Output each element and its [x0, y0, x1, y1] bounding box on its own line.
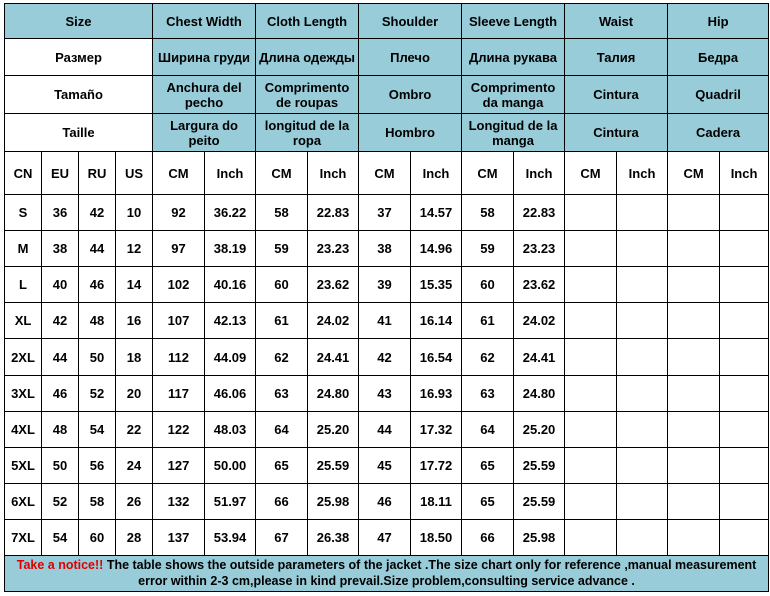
size-code-cell: 20: [116, 375, 153, 411]
measurement-cell: [617, 303, 668, 339]
measure-header-cell: Comprimento de roupas: [256, 76, 359, 114]
size-header-cell: Taille: [5, 114, 153, 152]
measurement-cell: 44.09: [205, 339, 256, 375]
measurement-cell: [720, 339, 769, 375]
measurement-cell: 107: [153, 303, 205, 339]
size-code-cell: 4XL: [5, 411, 42, 447]
table-row: [5, 483, 769, 519]
measurement-cell: 51.97: [205, 483, 256, 519]
measurement-cell: [720, 483, 769, 519]
measurement-cell: [565, 231, 617, 267]
measurement-cell: 38: [359, 231, 411, 267]
column-label: Inch: [617, 152, 668, 195]
measure-header-cell: Плечо: [359, 39, 462, 76]
measurement-cell: 38.19: [205, 231, 256, 267]
measure-header-cell: Sleeve Length: [462, 4, 565, 39]
measurement-cell: 17.72: [411, 447, 462, 483]
table-row: [5, 339, 769, 375]
table-row: [5, 519, 769, 555]
measurement-cell: 61: [462, 303, 514, 339]
measurement-cell: 127: [153, 447, 205, 483]
measure-header-cell: longitud de la ropa: [256, 114, 359, 152]
measure-header-cell: Anchura del pecho: [153, 76, 256, 114]
measurement-cell: 26.38: [308, 519, 359, 555]
measurement-cell: [668, 267, 720, 303]
measurement-cell: [565, 519, 617, 555]
size-chart-body: [5, 4, 769, 592]
size-code-cell: 58: [79, 483, 116, 519]
measurement-cell: 23.23: [308, 231, 359, 267]
measurement-cell: 137: [153, 519, 205, 555]
measure-header-cell: Ширина груди: [153, 39, 256, 76]
measurement-cell: 60: [256, 267, 308, 303]
column-label: Inch: [411, 152, 462, 195]
size-code-cell: 52: [42, 483, 79, 519]
size-header-cell: Размер: [5, 39, 153, 76]
size-code-cell: 48: [42, 411, 79, 447]
measurement-cell: 46: [359, 483, 411, 519]
measurement-cell: [565, 303, 617, 339]
size-code-cell: 28: [116, 519, 153, 555]
column-label: CM: [256, 152, 308, 195]
measurement-cell: 66: [256, 483, 308, 519]
measurement-cell: 22.83: [514, 195, 565, 231]
measurement-cell: 60: [462, 267, 514, 303]
measurement-cell: 112: [153, 339, 205, 375]
column-label: US: [116, 152, 153, 195]
measurement-cell: [617, 339, 668, 375]
size-code-cell: 5XL: [5, 447, 42, 483]
measurement-cell: 53.94: [205, 519, 256, 555]
measurement-cell: 97: [153, 231, 205, 267]
measurement-cell: 63: [256, 375, 308, 411]
measurement-cell: [668, 483, 720, 519]
size-code-cell: 12: [116, 231, 153, 267]
measurement-cell: 16.54: [411, 339, 462, 375]
size-code-cell: 14: [116, 267, 153, 303]
measurement-cell: 17.32: [411, 411, 462, 447]
measurement-cell: 47: [359, 519, 411, 555]
size-code-cell: 50: [42, 447, 79, 483]
measurement-cell: [565, 411, 617, 447]
measurement-cell: [720, 375, 769, 411]
measure-header-cell: Cloth Length: [256, 4, 359, 39]
table-row: [5, 411, 769, 447]
measurement-cell: 25.20: [514, 411, 565, 447]
size-code-cell: 42: [42, 303, 79, 339]
measurement-cell: [617, 267, 668, 303]
measure-header-cell: Comprimento da manga: [462, 76, 565, 114]
measurement-cell: 16.93: [411, 375, 462, 411]
measurement-cell: 63: [462, 375, 514, 411]
column-label: Inch: [205, 152, 256, 195]
measurement-cell: [668, 195, 720, 231]
measurement-cell: 48.03: [205, 411, 256, 447]
measurement-cell: 62: [256, 339, 308, 375]
measurement-cell: [668, 339, 720, 375]
size-code-cell: 60: [79, 519, 116, 555]
size-code-cell: 54: [42, 519, 79, 555]
measurement-cell: [720, 519, 769, 555]
measurement-cell: [617, 447, 668, 483]
column-label: EU: [42, 152, 79, 195]
column-label: CN: [5, 152, 42, 195]
measurement-cell: 42.13: [205, 303, 256, 339]
measurement-cell: 40.16: [205, 267, 256, 303]
size-code-cell: 42: [79, 195, 116, 231]
measurement-cell: 66: [462, 519, 514, 555]
measurement-cell: 24.02: [514, 303, 565, 339]
measurement-cell: 58: [462, 195, 514, 231]
measurement-cell: 18.50: [411, 519, 462, 555]
measurement-cell: 25.98: [514, 519, 565, 555]
notice-cell: [5, 555, 769, 591]
size-code-cell: 44: [42, 339, 79, 375]
measurement-cell: 24.41: [308, 339, 359, 375]
header-row: [5, 114, 769, 152]
size-code-cell: M: [5, 231, 42, 267]
size-code-cell: L: [5, 267, 42, 303]
measurement-cell: 22.83: [308, 195, 359, 231]
measurement-cell: [617, 411, 668, 447]
measure-header-cell: Hombro: [359, 114, 462, 152]
size-code-cell: 6XL: [5, 483, 42, 519]
measurement-cell: [668, 375, 720, 411]
column-label: Inch: [514, 152, 565, 195]
measurement-cell: 16.14: [411, 303, 462, 339]
measurement-cell: 18.11: [411, 483, 462, 519]
measurement-cell: 23.23: [514, 231, 565, 267]
table-row: [5, 231, 769, 267]
measurement-cell: 36.22: [205, 195, 256, 231]
measure-header-cell: Largura do peito: [153, 114, 256, 152]
measurement-cell: 58: [256, 195, 308, 231]
measurement-cell: [565, 195, 617, 231]
measurement-cell: 59: [462, 231, 514, 267]
measurement-cell: 23.62: [514, 267, 565, 303]
measurement-cell: [668, 447, 720, 483]
measure-header-cell: Shoulder: [359, 4, 462, 39]
header-row: [5, 76, 769, 114]
measurement-cell: 64: [462, 411, 514, 447]
measurement-cell: 117: [153, 375, 205, 411]
measurement-cell: 65: [462, 483, 514, 519]
measurement-cell: [617, 375, 668, 411]
measurement-cell: 92: [153, 195, 205, 231]
measurement-cell: [720, 303, 769, 339]
size-code-cell: 44: [79, 231, 116, 267]
measurement-cell: [617, 519, 668, 555]
measurement-cell: [668, 303, 720, 339]
measurement-cell: [565, 483, 617, 519]
measurement-cell: 102: [153, 267, 205, 303]
column-label: Inch: [720, 152, 769, 195]
size-code-cell: S: [5, 195, 42, 231]
size-header-cell: Tamaño: [5, 76, 153, 114]
measurement-cell: 43: [359, 375, 411, 411]
table-row: [5, 303, 769, 339]
measure-header-cell: Cintura: [565, 76, 668, 114]
unit-label-row: [5, 152, 769, 195]
measurement-cell: [720, 447, 769, 483]
measurement-cell: 50.00: [205, 447, 256, 483]
size-code-cell: 38: [42, 231, 79, 267]
size-code-cell: 3XL: [5, 375, 42, 411]
size-code-cell: 46: [42, 375, 79, 411]
size-chart-table: [4, 3, 769, 592]
measurement-cell: 65: [462, 447, 514, 483]
notice-text: The table shows the outside parameters of the jacket .The size chart only for reference ,manual measurement error within 2-3 cm,please in kind prevail.Size problem,consulting service advance .: [103, 558, 757, 589]
notice-row: [5, 555, 769, 591]
measurement-cell: 41: [359, 303, 411, 339]
size-code-cell: 16: [116, 303, 153, 339]
measurement-cell: [565, 339, 617, 375]
table-row: [5, 267, 769, 303]
column-label: CM: [153, 152, 205, 195]
measurement-cell: 64: [256, 411, 308, 447]
size-code-cell: 24: [116, 447, 153, 483]
measurement-cell: 24.02: [308, 303, 359, 339]
measurement-cell: [617, 231, 668, 267]
header-row: [5, 39, 769, 76]
size-code-cell: 2XL: [5, 339, 42, 375]
measurement-cell: [720, 195, 769, 231]
measure-header-cell: Hip: [668, 4, 769, 39]
column-label: CM: [565, 152, 617, 195]
table-row: [5, 447, 769, 483]
measure-header-cell: Бедра: [668, 39, 769, 76]
measurement-cell: 42: [359, 339, 411, 375]
size-code-cell: 56: [79, 447, 116, 483]
table-row: [5, 195, 769, 231]
measurement-cell: 61: [256, 303, 308, 339]
measure-header-cell: Chest Width: [153, 4, 256, 39]
measurement-cell: [565, 375, 617, 411]
measurement-cell: 25.98: [308, 483, 359, 519]
size-code-cell: 7XL: [5, 519, 42, 555]
measurement-cell: 39: [359, 267, 411, 303]
measurement-cell: [720, 411, 769, 447]
size-code-cell: 46: [79, 267, 116, 303]
measurement-cell: 37: [359, 195, 411, 231]
header-row: [5, 4, 769, 39]
size-code-cell: 18: [116, 339, 153, 375]
measurement-cell: [668, 519, 720, 555]
measurement-cell: 65: [256, 447, 308, 483]
size-header-cell: Size: [5, 4, 153, 39]
column-label: CM: [668, 152, 720, 195]
column-label: RU: [79, 152, 116, 195]
notice-label: Take a notice!!: [16, 558, 104, 573]
size-code-cell: 48: [79, 303, 116, 339]
measure-header-cell: Длина одежды: [256, 39, 359, 76]
measure-header-cell: Cintura: [565, 114, 668, 152]
column-label: Inch: [308, 152, 359, 195]
measurement-cell: 46.06: [205, 375, 256, 411]
measurement-cell: [668, 231, 720, 267]
column-label: CM: [359, 152, 411, 195]
measurement-cell: [617, 483, 668, 519]
size-code-cell: 54: [79, 411, 116, 447]
measurement-cell: 25.59: [308, 447, 359, 483]
measurement-cell: [565, 267, 617, 303]
size-code-cell: 22: [116, 411, 153, 447]
measurement-cell: 24.80: [308, 375, 359, 411]
measure-header-cell: Талия: [565, 39, 668, 76]
measurement-cell: [720, 267, 769, 303]
measurement-cell: 25.59: [514, 483, 565, 519]
measurement-cell: 23.62: [308, 267, 359, 303]
measure-header-cell: Longitud de la manga: [462, 114, 565, 152]
measure-header-cell: Cadera: [668, 114, 769, 152]
size-code-cell: 52: [79, 375, 116, 411]
measurement-cell: 59: [256, 231, 308, 267]
measure-header-cell: Длина рукава: [462, 39, 565, 76]
measurement-cell: 14.96: [411, 231, 462, 267]
measurement-cell: [720, 231, 769, 267]
measurement-cell: 122: [153, 411, 205, 447]
table-row: [5, 375, 769, 411]
size-code-cell: 50: [79, 339, 116, 375]
size-code-cell: 36: [42, 195, 79, 231]
measurement-cell: 45: [359, 447, 411, 483]
measurement-cell: 62: [462, 339, 514, 375]
measurement-cell: 24.80: [514, 375, 565, 411]
measurement-cell: 15.35: [411, 267, 462, 303]
measurement-cell: [668, 411, 720, 447]
measurement-cell: [565, 447, 617, 483]
measure-header-cell: Quadril: [668, 76, 769, 114]
measurement-cell: 25.20: [308, 411, 359, 447]
measure-header-cell: Waist: [565, 4, 668, 39]
size-code-cell: 10: [116, 195, 153, 231]
measure-header-cell: Ombro: [359, 76, 462, 114]
size-code-cell: XL: [5, 303, 42, 339]
measurement-cell: 67: [256, 519, 308, 555]
size-code-cell: 40: [42, 267, 79, 303]
measurement-cell: [617, 195, 668, 231]
measurement-cell: 44: [359, 411, 411, 447]
column-label: CM: [462, 152, 514, 195]
measurement-cell: 25.59: [514, 447, 565, 483]
measurement-cell: 132: [153, 483, 205, 519]
measurement-cell: 14.57: [411, 195, 462, 231]
measurement-cell: 24.41: [514, 339, 565, 375]
size-code-cell: 26: [116, 483, 153, 519]
